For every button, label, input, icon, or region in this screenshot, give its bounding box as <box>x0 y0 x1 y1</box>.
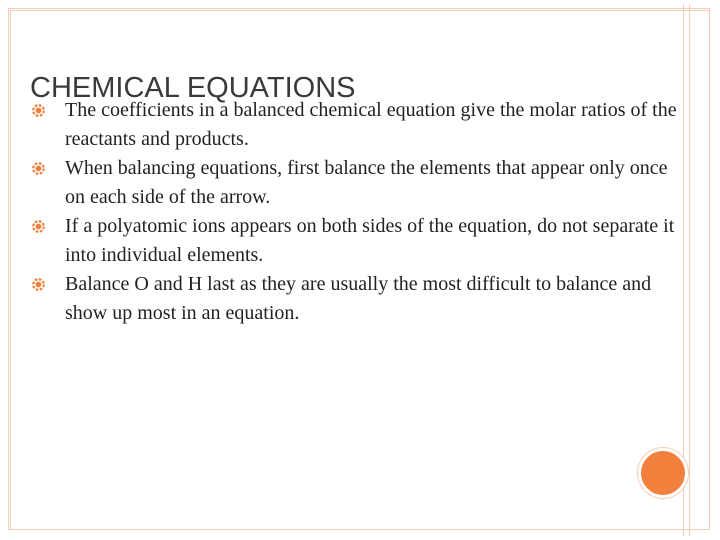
bullet-text: The coefficients in a balanced chemical equation give the molar ratios of the reactants and products. <box>65 99 677 150</box>
bullet-item <box>30 154 680 212</box>
slide-title: CHEMICAL EQUATIONS <box>30 72 356 104</box>
bullet-text: Balance O and H last as they are usually the most difficult to balance and show up most in an equation. <box>65 273 652 324</box>
sun-bullet-icon <box>30 102 47 119</box>
bullet-text: When balancing equations, first balance the elements that appear only once on each side of the arrow. <box>65 157 668 208</box>
sun-bullet-icon <box>30 160 47 177</box>
slide-edge-strip <box>683 4 690 536</box>
accent-circle <box>638 448 688 498</box>
bullet-item <box>30 212 680 270</box>
bullet-item <box>30 96 680 154</box>
bullet-item <box>30 270 680 328</box>
bullet-text: If a polyatomic ions appears on both sides of the equation, do not separate it into individual elements. <box>65 215 675 266</box>
sun-bullet-icon <box>30 276 47 293</box>
sun-bullet-icon <box>30 218 47 235</box>
bullet-list <box>30 96 680 328</box>
